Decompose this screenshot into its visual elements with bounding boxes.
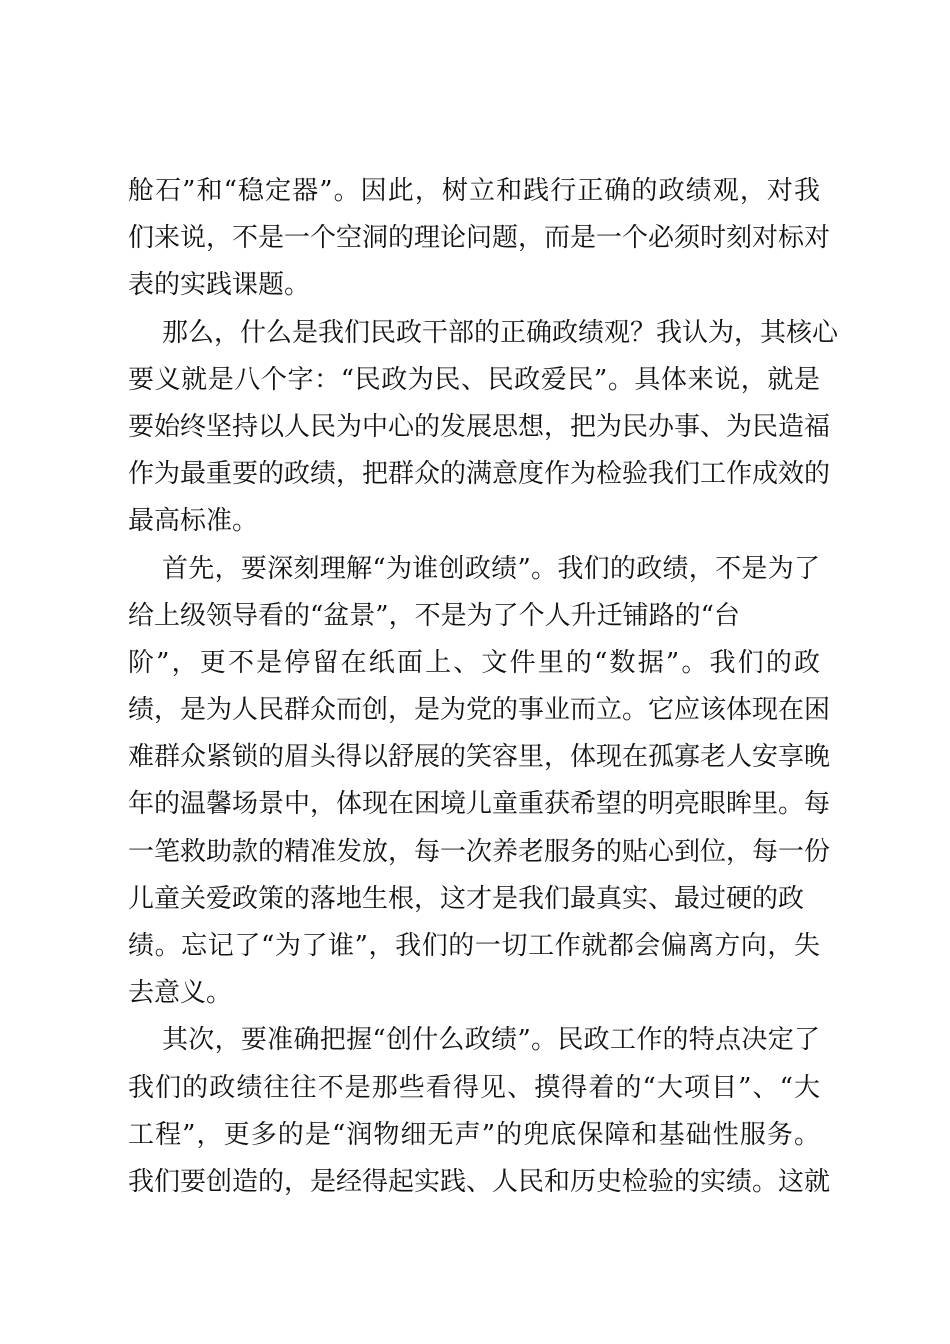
text-line: 那么，什么是我们民政干部的正确政绩观？我认为，其核心 xyxy=(162,317,839,348)
text-line: 一笔救助款的精准发放，每一次养老服务的贴心到位，每一份 xyxy=(128,836,831,867)
text-line: 们来说，不是一个空洞的理论问题，而是一个必须时刻对标对 xyxy=(128,223,831,254)
text-line: 给上级领导看的“盆景”，不是为了个人升迁铺路的“台 xyxy=(128,600,740,631)
body-text xyxy=(128,168,839,1206)
text-line: 儿童关爱政策的落地生根，这才是我们最真实、最过硬的政 xyxy=(128,883,805,914)
text-line: 表的实践课题。 xyxy=(128,270,311,301)
text-line: 年的温馨场景中，体现在困境儿童重获希望的明亮眼眸里。每 xyxy=(128,789,831,820)
text-line: 舱石”和“稳定器”。因此，树立和践行正确的政绩观，对我 xyxy=(128,176,820,206)
text-line: 要义就是八个字：“民政为民、民政爱民”。具体来说，就是 xyxy=(128,364,820,395)
text-line: 首先，要深刻理解“为谁创政绩”。我们的政绩，不是为了 xyxy=(162,553,820,584)
text-line: 去意义。 xyxy=(128,978,233,1009)
text-line: 作为最重要的政绩，把群众的满意度作为检验我们工作成效的 xyxy=(128,459,831,490)
text-line: 我们的政绩往往不是那些看得见、摸得着的“大项目”、“大 xyxy=(128,1072,820,1103)
text-line: 我们要创造的，是经得起实践、人民和历史检验的实绩。这就 xyxy=(128,1166,831,1197)
text-line: 绩。忘记了“为了谁”，我们的一切工作就都会偏离方向，失 xyxy=(128,931,820,961)
text-line: 阶”，更不是停留在纸面上、文件里的“数据”。我们的政 xyxy=(128,647,820,678)
text-line: 最高标准。 xyxy=(128,506,259,537)
text-line: 要始终坚持以人民为中心的发展思想，把为民办事、为民造福 xyxy=(128,411,831,442)
text-line: 工程”，更多的是“润物细无声”的兜底保障和基础性服务。 xyxy=(128,1119,820,1150)
text-line: 其次，要准确把握“创什么政绩”。民政工作的特点决定了 xyxy=(162,1025,820,1056)
text-line: 难群众紧锁的眉头得以舒展的笑容里，体现在孤寡老人安享晚 xyxy=(128,742,831,773)
text-line: 绩，是为人民群众而创，是为党的事业而立。它应该体现在困 xyxy=(128,695,831,726)
